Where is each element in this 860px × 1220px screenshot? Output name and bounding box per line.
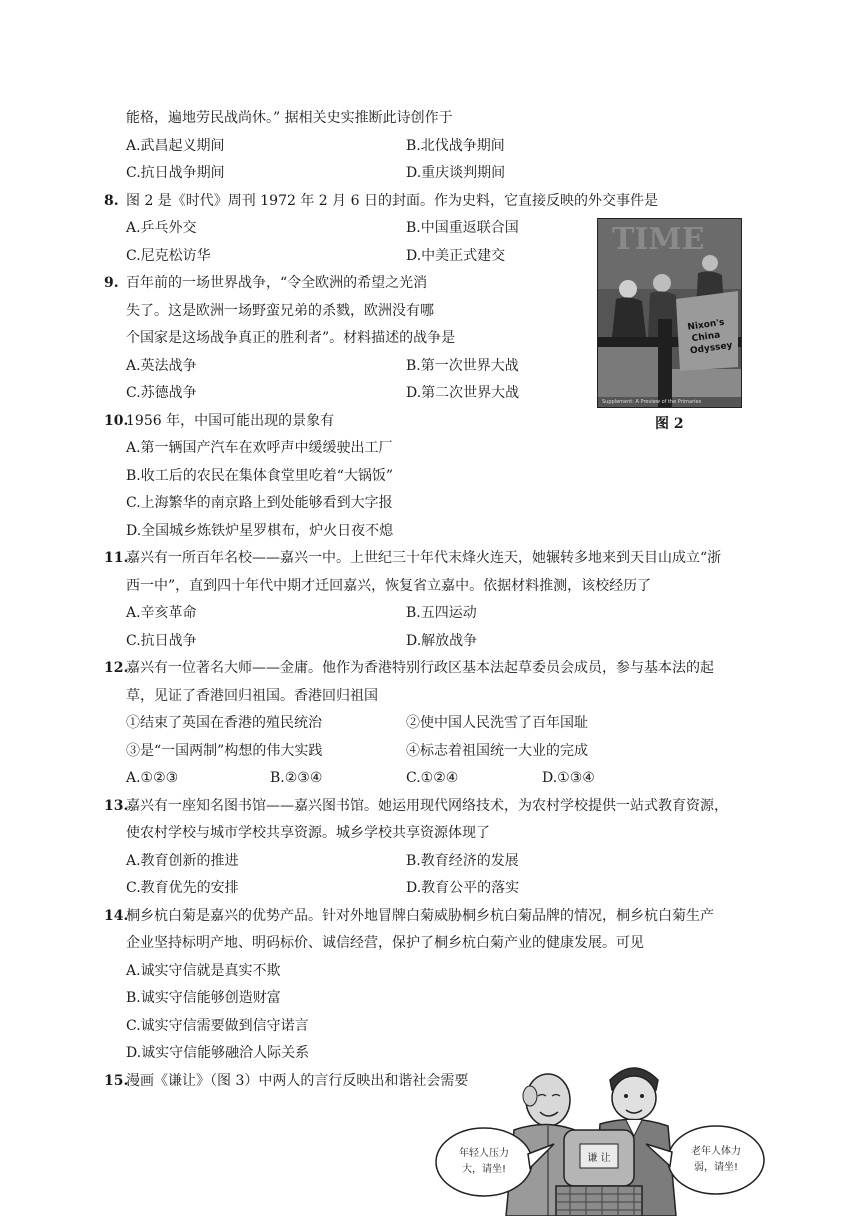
q13-number: 13. bbox=[104, 798, 129, 814]
q9-option-d: D.第二次世界大战 bbox=[406, 385, 520, 401]
q10-number: 10. bbox=[104, 413, 129, 429]
q13-option-c: C.教育优先的安排 bbox=[126, 880, 239, 896]
q10-stem: 1956 年，中国可能出现的景象有 bbox=[126, 413, 335, 429]
q12-statement-3: ③是“一国两制”构想的伟大实践 bbox=[126, 743, 323, 759]
q8-stem: 图 2 是《时代》周刊 1972 年 2 月 6 日的封面。作为史料，它直接反映的外交事件是 bbox=[126, 193, 658, 209]
q7-option-a: A.武昌起义期间 bbox=[126, 138, 225, 154]
q14-option-d: D.诚实守信能够融洽人际关系 bbox=[126, 1045, 310, 1061]
q9-stem-line-3: 个国家是这场战争真正的胜利者”。材料描述的战争是 bbox=[126, 330, 456, 346]
q12-option-c: C.①②④ bbox=[406, 770, 459, 786]
q13-option-d: D.教育公平的落实 bbox=[406, 880, 520, 896]
q14-option-b: B.诚实守信能够创造财富 bbox=[126, 990, 281, 1006]
q12-statement-2: ②使中国人民洗雪了百年国耻 bbox=[406, 715, 588, 731]
q11-option-c: C.抗日战争 bbox=[126, 633, 197, 649]
q12-option-a: A.①②③ bbox=[126, 770, 179, 786]
q12-option-b: B.②③④ bbox=[270, 770, 323, 786]
q13-stem-line-2: 使农村学校与城市学校共享资源。城乡学校共享资源体现了 bbox=[126, 825, 490, 841]
q14-number: 14. bbox=[104, 908, 129, 924]
q15-stem: 漫画《谦让》（图 3）中两人的言行反映出和谐社会需要 bbox=[126, 1073, 469, 1089]
svg-text:China: China bbox=[691, 330, 721, 345]
cartoon-image bbox=[430, 1060, 770, 1216]
q11-option-b: B.五四运动 bbox=[406, 605, 477, 621]
q10-option-a: A.第一辆国产汽车在欢呼声中缓缓驶出工厂 bbox=[126, 440, 393, 456]
seat bbox=[556, 1130, 642, 1216]
q12-stem-line-2: 草，见证了香港回归祖国。香港回归祖国 bbox=[126, 688, 378, 704]
q14-option-a: A.诚实守信就是真实不欺 bbox=[126, 963, 281, 979]
time-cover-image bbox=[598, 219, 741, 407]
figure-2-caption: 图 2 bbox=[655, 416, 684, 432]
q11-option-d: D.解放战争 bbox=[406, 633, 478, 649]
q13-option-b: B.教育经济的发展 bbox=[406, 853, 519, 869]
q8-option-b: B.中国重返联合国 bbox=[406, 220, 519, 236]
left-bubble-line-1: 年轻人压力 bbox=[459, 1148, 509, 1159]
q7-option-b: B.北伐战争期间 bbox=[406, 138, 505, 154]
q9-option-a: A.英法战争 bbox=[126, 358, 197, 374]
cover-footer: Supplement: A Preview of the Primaries bbox=[602, 399, 702, 405]
q10-option-b: B.收工后的农民在集体食堂里吃着“大锅饭” bbox=[126, 468, 394, 484]
q9-stem-line-1: 百年前的一场世界战争，“令全欧洲的希望之光消 bbox=[126, 275, 428, 291]
svg-text:Nixon's: Nixon's bbox=[686, 317, 726, 333]
right-bubble-line-1: 老年人体力 bbox=[691, 1146, 741, 1157]
right-bubble-line-2: 弱，请坐! bbox=[693, 1162, 739, 1173]
q8-option-c: C.尼克松访华 bbox=[126, 248, 211, 264]
q7-stem-tail: 能格，遍地劳民战尚休。” 据相关史实推断此诗创作于 bbox=[126, 110, 453, 126]
q10-option-c: C.上海繁华的南京路上到处能够看到大字报 bbox=[126, 495, 393, 511]
q15-number: 15. bbox=[104, 1073, 129, 1089]
q12-stem-line-1: 嘉兴有一位著名大师——金庸。他作为香港特别行政区基本法起草委员会成员，参与基本法的起 bbox=[126, 660, 714, 676]
q12-option-d: D.①③④ bbox=[542, 770, 595, 786]
q9-stem-line-2: 失了。这是欧洲一场野蛮兄弟的杀戮，欧洲没有哪 bbox=[126, 303, 434, 319]
q7-option-c: C.抗日战争期间 bbox=[126, 165, 225, 181]
q11-stem-line-1: 嘉兴有一所百年名校——嘉兴一中。上世纪三十年代末烽火连天，她辗转多地来到天目山成立“浙 bbox=[126, 550, 722, 566]
q8-number: 8. bbox=[104, 193, 119, 209]
q7-option-d: D.重庆谈判期间 bbox=[406, 165, 506, 181]
left-bubble-line-2: 大，请坐! bbox=[461, 1164, 507, 1175]
cover-masthead: TIME bbox=[612, 222, 705, 257]
q13-stem-line-1: 嘉兴有一座知名图书馆——嘉兴图书馆。她运用现代网络技术，为农村学校提供一站式教育资源， bbox=[126, 798, 728, 814]
q9-number: 9. bbox=[104, 275, 119, 291]
seat-label: 谦 让 bbox=[587, 1153, 611, 1164]
q9-option-b: B.第一次世界大战 bbox=[406, 358, 519, 374]
q12-statement-4: ④标志着祖国统一大业的完成 bbox=[406, 743, 588, 759]
q12-number: 12. bbox=[104, 660, 129, 676]
q14-stem-line-2: 企业坚持标明产地、明码标价、诚信经营，保护了桐乡杭白菊产业的健康发展。可见 bbox=[126, 935, 644, 951]
modesty-cartoon-figure bbox=[430, 1060, 770, 1216]
time-cover-figure bbox=[597, 218, 742, 408]
q11-number: 11. bbox=[104, 550, 129, 566]
q14-option-c: C.诚实守信需要做到信守诺言 bbox=[126, 1018, 309, 1034]
q9-option-c: C.苏德战争 bbox=[126, 385, 197, 401]
q13-option-a: A.教育创新的推进 bbox=[126, 853, 239, 869]
q14-stem-line-1: 桐乡杭白菊是嘉兴的优势产品。针对外地冒牌白菊威胁桐乡杭白菊品牌的情况，桐乡杭白菊生产 bbox=[126, 908, 714, 924]
q11-stem-line-2: 西一中”，直到四十年代中期才迁回嘉兴，恢复省立嘉中。依据材料推测，该校经历了 bbox=[126, 578, 652, 594]
q8-option-a: A.乒乓外交 bbox=[126, 220, 197, 236]
q12-statement-1: ①结束了英国在香港的殖民统治 bbox=[126, 715, 322, 731]
q8-option-d: D.中美正式建交 bbox=[406, 248, 506, 264]
q10-option-d: D.全国城乡炼铁炉星罗棋布，炉火日夜不熄 bbox=[126, 523, 394, 539]
svg-text:Odyssey: Odyssey bbox=[689, 340, 734, 357]
q11-option-a: A.辛亥革命 bbox=[126, 605, 197, 621]
